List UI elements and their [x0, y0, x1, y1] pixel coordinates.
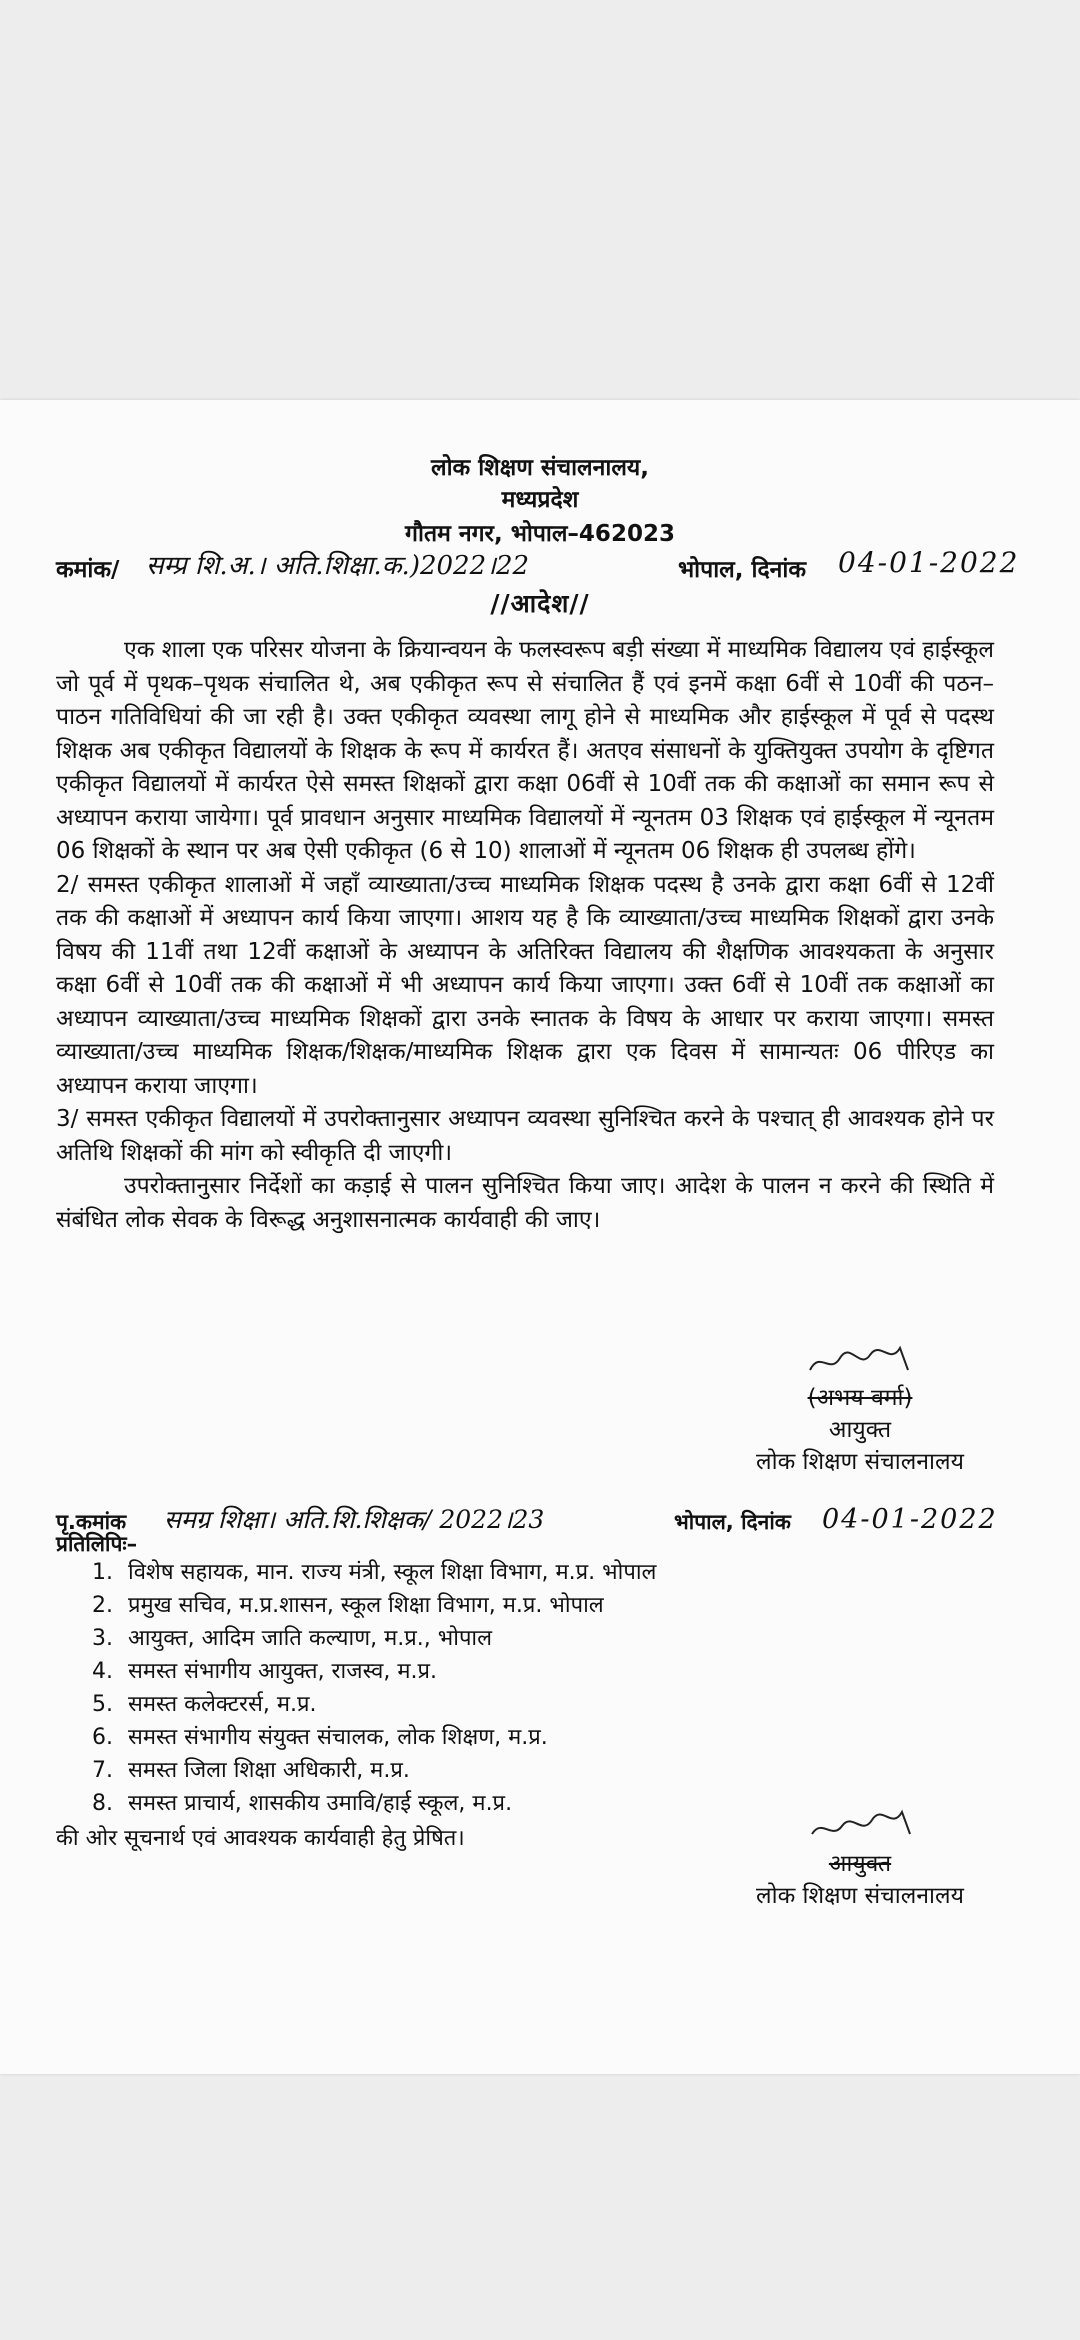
endorsement-number: समग्र शिक्षा। अति.शि.शिक्षक/ 2022।23: [164, 1505, 545, 1534]
list-item: 8. समस्त प्राचार्य, शासकीय उमावि/हाई स्कूल, म.प्र.: [92, 1791, 513, 1816]
signature-block-2: [710, 1806, 1010, 1910]
list-item: 3. आयुक्त, आदिम जाति कल्याण, म.प्र., भोपाल: [92, 1626, 493, 1651]
signature-scribble-2: [710, 1806, 1010, 1846]
reference-date: 04-01-2022: [838, 546, 1020, 579]
office-name: लोक शिक्षण संचालनालय,: [430, 455, 650, 481]
order-body: [56, 634, 994, 1237]
signatory-title-2: आयुक्त: [828, 1851, 892, 1877]
signature-block-1: [700, 1340, 1020, 1476]
signature-mark-icon: [800, 1340, 920, 1380]
state-name: मध्यप्रदेश: [501, 487, 579, 513]
reference-number: सम्प्र शि.अ.। अति.शिक्षा.क.)2022।22: [146, 551, 530, 581]
endorsement-line: [56, 1504, 1046, 1540]
endorsement-label: पृ.कमांक: [56, 1510, 127, 1534]
list-item: 6. समस्त संभागीय संयुक्त संचालक, लोक शिक्षण, म.प्र.: [92, 1725, 548, 1750]
closing-line: की ओर सूचनार्थ एवं आवश्यक कार्यवाही हेतु प्रेषित।: [56, 1826, 465, 1851]
list-item: 1. विशेष सहायक, मान. राज्य मंत्री, स्कूल शिक्षा विभाग, म.प्र. भोपाल: [92, 1560, 657, 1585]
endorsement-date: 04-01-2022: [822, 1504, 998, 1535]
signatory-name: (अभय वर्मा): [807, 1385, 913, 1411]
reference-place: भोपाल, दिनांक: [678, 557, 807, 583]
copy-list: [92, 1556, 656, 1820]
paragraph-4: उपरोक्तानुसार निर्देशों का कड़ाई से पालन सुनिश्चित किया जाए। आदेश के पालन न करने की स्थिति में संबंधित लोक सेवक के विरूद्ध अनुशासनात्मक कार्यवाही की जाए।: [56, 1173, 994, 1233]
reference-line: [56, 546, 1046, 590]
signatory-title: आयुक्त: [828, 1417, 892, 1443]
copy-label: प्रतिलिपिः–: [56, 1532, 138, 1556]
paragraph-3: 3/ समस्त एकीकृत विद्यालयों में उपरोक्तानुसार अध्यापन व्यवस्था सुनिश्चित करने के पश्चात् ही आवश्यक होने पर अतिथि शिक्षकों की मांग को स्वीकृति दी जाएगी।: [56, 1106, 994, 1166]
signature-mark-icon: [800, 1806, 920, 1846]
list-item: 7. समस्त जिला शिक्षा अधिकारी, म.प्र.: [92, 1758, 410, 1783]
list-item: 4. समस्त संभागीय आयुक्त, राजस्व, म.प्र.: [92, 1659, 438, 1684]
order-title: //आदेश//: [490, 589, 590, 618]
endorsement-place: भोपाल, दिनांक: [674, 1510, 791, 1534]
reference-label: कमांक/: [56, 557, 120, 583]
list-item: 5. समस्त कलेक्टरर्स, म.प्र.: [92, 1692, 317, 1717]
office-address: गौतम नगर, भोपाल–462023: [405, 521, 675, 547]
document-page: [0, 400, 1080, 2074]
list-item: 2. प्रमुख सचिव, म.प्र.शासन, स्कूल शिक्षा विभाग, म.प्र. भोपाल: [92, 1593, 604, 1618]
signatory-office: लोक शिक्षण संचालनालय: [756, 1449, 964, 1475]
paragraph-1: एक शाला एक परिसर योजना के क्रियान्वयन के फलस्वरूप बड़ी संख्या में माध्यमिक विद्यालय एवं हाईस्कूल जो पूर्व में पृथक–पृथक संचालित थे, अब एकीकृत रूप से संचालित हैं एवं इनमें कक्षा 6वीं से 10वीं की पठन–पाठन गतिविधियां की जा रही है। उक्त एकीकृत व्यवस्था लागू होने से माध्यमिक और हाईस्कूल में पूर्व से पदस्थ शिक्षक अब एकीकृत विद्यालयों के शिक्षक के रूप में कार्यरत हैं। अतएव संसाधनों के युक्तियुक्त उपयोग के दृष्टिगत एकीकृत विद्यालयों में कार्यरत ऐसे समस्त शिक्षकों द्वारा कक्षा 06वीं से 10वीं तक की कक्षाओं का समान रूप से अध्यापन कराया जायेगा। पूर्व प्रावधान अनुसार माध्यमिक विद्यालयों में न्यूनतम 03 शिक्षक एवं हाईस्कूल में न्यूनतम 06 शिक्षकों के स्थान पर अब ऐसी एकीकृत (6 से 10) शालाओं में न्यूनतम 06 शिक्षक ही उपलब्ध होंगे।: [56, 637, 994, 864]
signatory-office-2: लोक शिक्षण संचालनालय: [756, 1883, 964, 1909]
signature-scribble-1: [700, 1340, 1020, 1380]
paragraph-2: 2/ समस्त एकीकृत शालाओं में जहाँ व्याख्याता/उच्च माध्यमिक शिक्षक पदस्थ है उनके द्वारा कक्षा 6वीं से 12वीं तक की कक्षाओं में अध्यापन कार्य किया जाएगा। आशय यह है कि व्याख्याता/उच्च माध्यमिक शिक्षकों द्वारा उनके विषय की 11वीं तथा 12वीं कक्षाओं के अध्यापन के अतिरिक्त विद्यालय की शैक्षणिक आवश्यकता के अनुसार कक्षा 6वीं से 10वीं तक की कक्षाओं में भी अध्यापन कार्य किया जाएगा। उक्त 6वीं से 10वीं तक कक्षाओं का अध्यापन व्याख्याता/उच्च माध्यमिक शिक्षकों द्वारा उनके स्नातक के विषय के आधार पर कराया जाएगा। समस्त व्याख्याता/उच्च माध्यमिक शिक्षक/शिक्षक/माध्यमिक शिक्षक द्वारा एक दिवस में सामान्यतः 06 पीरिएड का अध्यापन कराया जाएगा।: [56, 871, 994, 1099]
